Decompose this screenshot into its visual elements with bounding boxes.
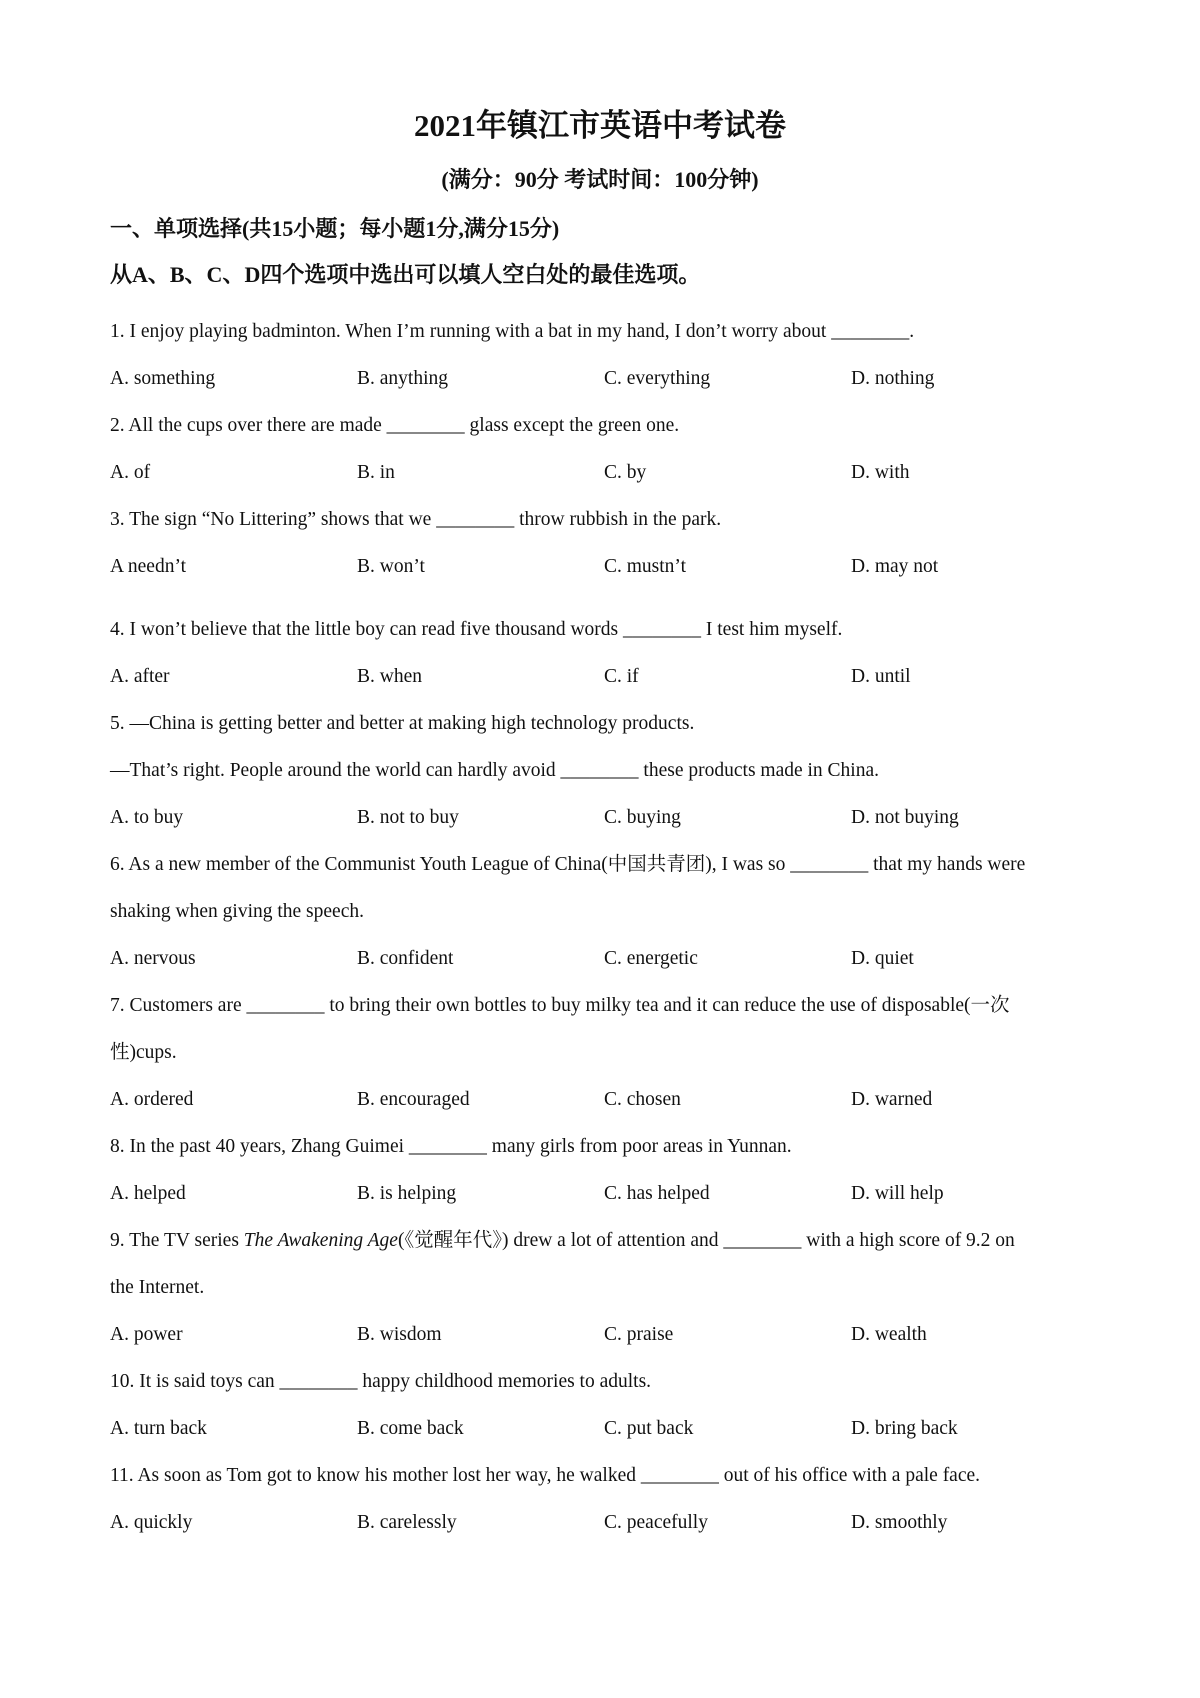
options-row xyxy=(110,543,1110,590)
options-row xyxy=(110,1405,1110,1452)
option-c: C. mustn’t xyxy=(604,556,686,577)
option-a: A. power xyxy=(110,1324,183,1345)
options-row xyxy=(110,935,1110,982)
option-a: A. nervous xyxy=(110,948,196,969)
option-b: B. encouraged xyxy=(357,1089,470,1110)
question-text-start: 9. The TV series xyxy=(110,1230,244,1251)
question-text: 7. Customers are ________ to bring their own bottles to buy milky tea and it can reduce the use of disposable(一次 xyxy=(110,995,1010,1016)
option-c: C. chosen xyxy=(604,1089,681,1110)
question-4 xyxy=(110,606,1110,700)
question-2 xyxy=(110,402,1110,496)
question-text: 6. As a new member of the Communist Youth League of China(中国共青团), I was so ________ that my hands were xyxy=(110,854,1026,875)
option-a: A needn’t xyxy=(110,556,187,577)
question-list xyxy=(110,308,1110,1546)
option-b: B. is helping xyxy=(357,1183,457,1204)
option-d: D. nothing xyxy=(851,368,935,389)
page-subtitle: (满分：90分 考试时间：100分钟) xyxy=(441,167,759,192)
option-b: B. wisdom xyxy=(357,1324,442,1345)
question-7 xyxy=(110,982,1110,1123)
option-a: A. to buy xyxy=(110,807,184,828)
question-1 xyxy=(110,308,1110,402)
option-d: D. until xyxy=(851,666,911,687)
question-text: 1. I enjoy playing badminton. When I’m running with a bat in my hand, I don’t worry about ________. xyxy=(110,321,915,342)
question-text: 11. As soon as Tom got to know his mother lost her way, he walked ________ out of his office with a pale face. xyxy=(110,1465,981,1486)
question-3 xyxy=(110,496,1110,590)
spacer xyxy=(110,590,1110,606)
section-instruction: 从A、B、C、D四个选项中选出可以填人空白处的最佳选项。 xyxy=(110,262,701,287)
question-text-continued: —That’s right. People around the world can hardly avoid ________ these products made in China. xyxy=(110,760,880,781)
option-d: D. smoothly xyxy=(851,1512,948,1533)
option-d: D. warned xyxy=(851,1089,933,1110)
question-text: 10. It is said toys can ________ happy childhood memories to adults. xyxy=(110,1371,652,1392)
option-d: D. not buying xyxy=(851,807,959,828)
option-a: A. turn back xyxy=(110,1418,207,1439)
option-c: C. by xyxy=(604,462,647,483)
option-d: D. wealth xyxy=(851,1324,927,1345)
option-b: B. in xyxy=(357,462,395,483)
option-c: C. buying xyxy=(604,807,681,828)
option-a: A. something xyxy=(110,368,216,389)
option-d: D. bring back xyxy=(851,1418,958,1439)
option-c: C. everything xyxy=(604,368,711,389)
option-a: A. helped xyxy=(110,1183,186,1204)
question-text: 5. —China is getting better and better at making high technology products. xyxy=(110,713,695,734)
option-b: B. when xyxy=(357,666,422,687)
option-a: A. of xyxy=(110,462,151,483)
question-5 xyxy=(110,700,1110,841)
question-text: 3. The sign “No Littering” shows that we ________ throw rubbish in the park. xyxy=(110,509,722,530)
option-b: B. anything xyxy=(357,368,448,389)
section-title: 一、单项选择(共15小题；每小题1分,满分15分) xyxy=(110,216,560,241)
options-row xyxy=(110,1170,1110,1217)
option-b: B. confident xyxy=(357,948,454,969)
option-a: A. ordered xyxy=(110,1089,194,1110)
options-row xyxy=(110,449,1110,496)
question-text-continued: 性)cups. xyxy=(110,1042,177,1063)
option-b: B. won’t xyxy=(357,556,425,577)
option-c: C. energetic xyxy=(604,948,698,969)
question-text: 8. In the past 40 years, Zhang Guimei ________ many girls from poor areas in Yunnan. xyxy=(110,1136,792,1157)
question-8 xyxy=(110,1123,1110,1217)
option-d: D. quiet xyxy=(851,948,914,969)
options-row xyxy=(110,1076,1110,1123)
option-c: C. put back xyxy=(604,1418,694,1439)
question-6 xyxy=(110,841,1110,982)
question-text: 4. I won’t believe that the little boy can read five thousand words ________ I test him myself. xyxy=(110,619,843,640)
option-b: B. come back xyxy=(357,1418,464,1439)
option-c: C. praise xyxy=(604,1324,674,1345)
page-title: 2021年镇江市英语中考试卷 xyxy=(414,108,786,143)
option-b: B. not to buy xyxy=(357,807,459,828)
option-a: A. after xyxy=(110,666,170,687)
option-a: A. quickly xyxy=(110,1512,193,1533)
option-d: D. may not xyxy=(851,556,939,577)
question-text-continued: the Internet. xyxy=(110,1277,205,1298)
question-10 xyxy=(110,1358,1110,1452)
option-b: B. carelessly xyxy=(357,1512,457,1533)
options-row xyxy=(110,1499,1110,1546)
options-row xyxy=(110,794,1110,841)
question-text-end: (《觉醒年代》) drew a lot of attention and ________ with a high score of 9.2 on xyxy=(397,1230,1015,1251)
options-row xyxy=(110,1311,1110,1358)
options-row xyxy=(110,355,1110,402)
option-d: D. will help xyxy=(851,1183,944,1204)
question-11 xyxy=(110,1452,1110,1546)
question-text: 2. All the cups over there are made ________ glass except the green one. xyxy=(110,415,680,436)
question-9 xyxy=(110,1217,1110,1358)
option-d: D. with xyxy=(851,462,910,483)
options-row xyxy=(110,653,1110,700)
option-c: C. peacefully xyxy=(604,1512,708,1533)
series-title: The Awakening Age xyxy=(243,1230,398,1251)
question-text-continued: shaking when giving the speech. xyxy=(110,901,364,922)
question-text xyxy=(110,1217,1110,1264)
option-c: C. if xyxy=(604,666,639,687)
option-c: C. has helped xyxy=(604,1183,710,1204)
